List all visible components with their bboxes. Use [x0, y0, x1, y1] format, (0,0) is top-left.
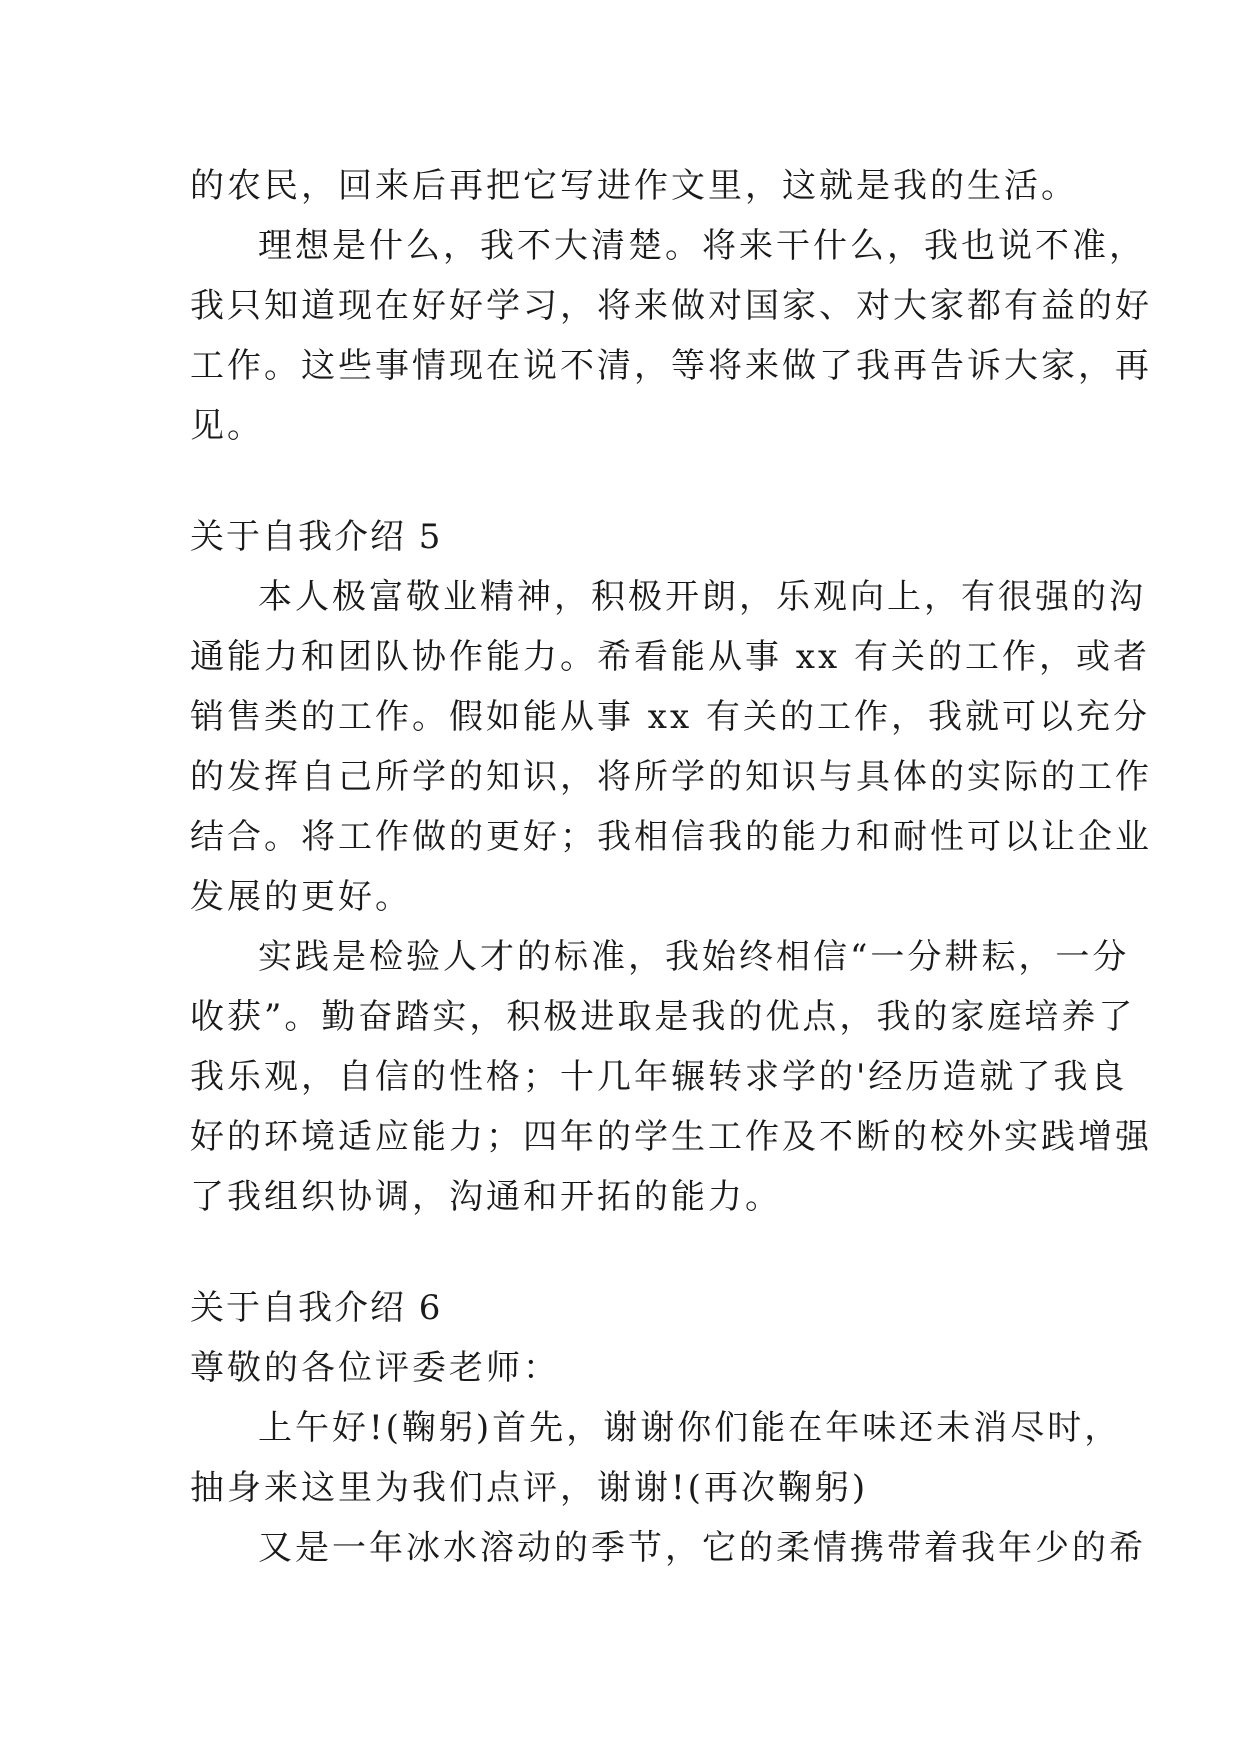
- paragraph-line: 发展的更好。: [190, 877, 412, 917]
- paragraph-line: 好的环境适应能力；四年的学生工作及不断的校外实践增强: [190, 1117, 1152, 1157]
- paragraph-line: 又是一年冰水溶动的季节，它的柔情携带着我年少的希: [258, 1528, 1146, 1568]
- section-heading: 关于自我介绍 5: [190, 517, 443, 557]
- paragraph-line: 抽身来这里为我们点评，谢谢!(再次鞠躬): [190, 1468, 869, 1508]
- paragraph-line: 收获”。勤奋踏实，积极进取是我的优点，我的家庭培养了: [190, 997, 1136, 1037]
- paragraph-line: 结合。将工作做的更好；我相信我的能力和耐性可以让企业: [190, 817, 1152, 857]
- paragraph-line: 理想是什么，我不大清楚。将来干什么，我也说不准，: [258, 226, 1146, 266]
- paragraph-line: 的农民，回来后再把它写进作文里，这就是我的生活。: [190, 166, 1078, 206]
- paragraph-line: 的发挥自己所学的知识，将所学的知识与具体的实际的工作: [190, 757, 1152, 797]
- paragraph-line: 我乐观，自信的性格；十几年辗转求学的'经历造就了我良: [190, 1057, 1128, 1097]
- paragraph-line: 通能力和团队协作能力。希看能从事 xx 有关的工作，或者: [190, 637, 1150, 677]
- paragraph-line: 工作。这些事情现在说不清，等将来做了我再告诉大家，再: [190, 346, 1152, 386]
- salutation-line: 尊敬的各位评委老师：: [190, 1348, 560, 1388]
- paragraph-line: 我只知道现在好好学习，将来做对国家、对大家都有益的好: [190, 286, 1152, 326]
- section-heading: 关于自我介绍 6: [190, 1288, 443, 1328]
- paragraph-line: 销售类的工作。假如能从事 xx 有关的工作，我就可以充分: [190, 697, 1150, 737]
- paragraph-line: 见。: [190, 406, 264, 446]
- paragraph-line: 了我组织协调，沟通和开拓的能力。: [190, 1177, 782, 1217]
- paragraph-line: 本人极富敬业精神，积极开朗，乐观向上，有很强的沟: [258, 577, 1146, 617]
- paragraph-line: 实践是检验人才的标准，我始终相信“一分耕耘，一分: [258, 937, 1130, 977]
- paragraph-line: 上午好!(鞠躬)首先，谢谢你们能在年味还未消尽时，: [258, 1408, 1122, 1448]
